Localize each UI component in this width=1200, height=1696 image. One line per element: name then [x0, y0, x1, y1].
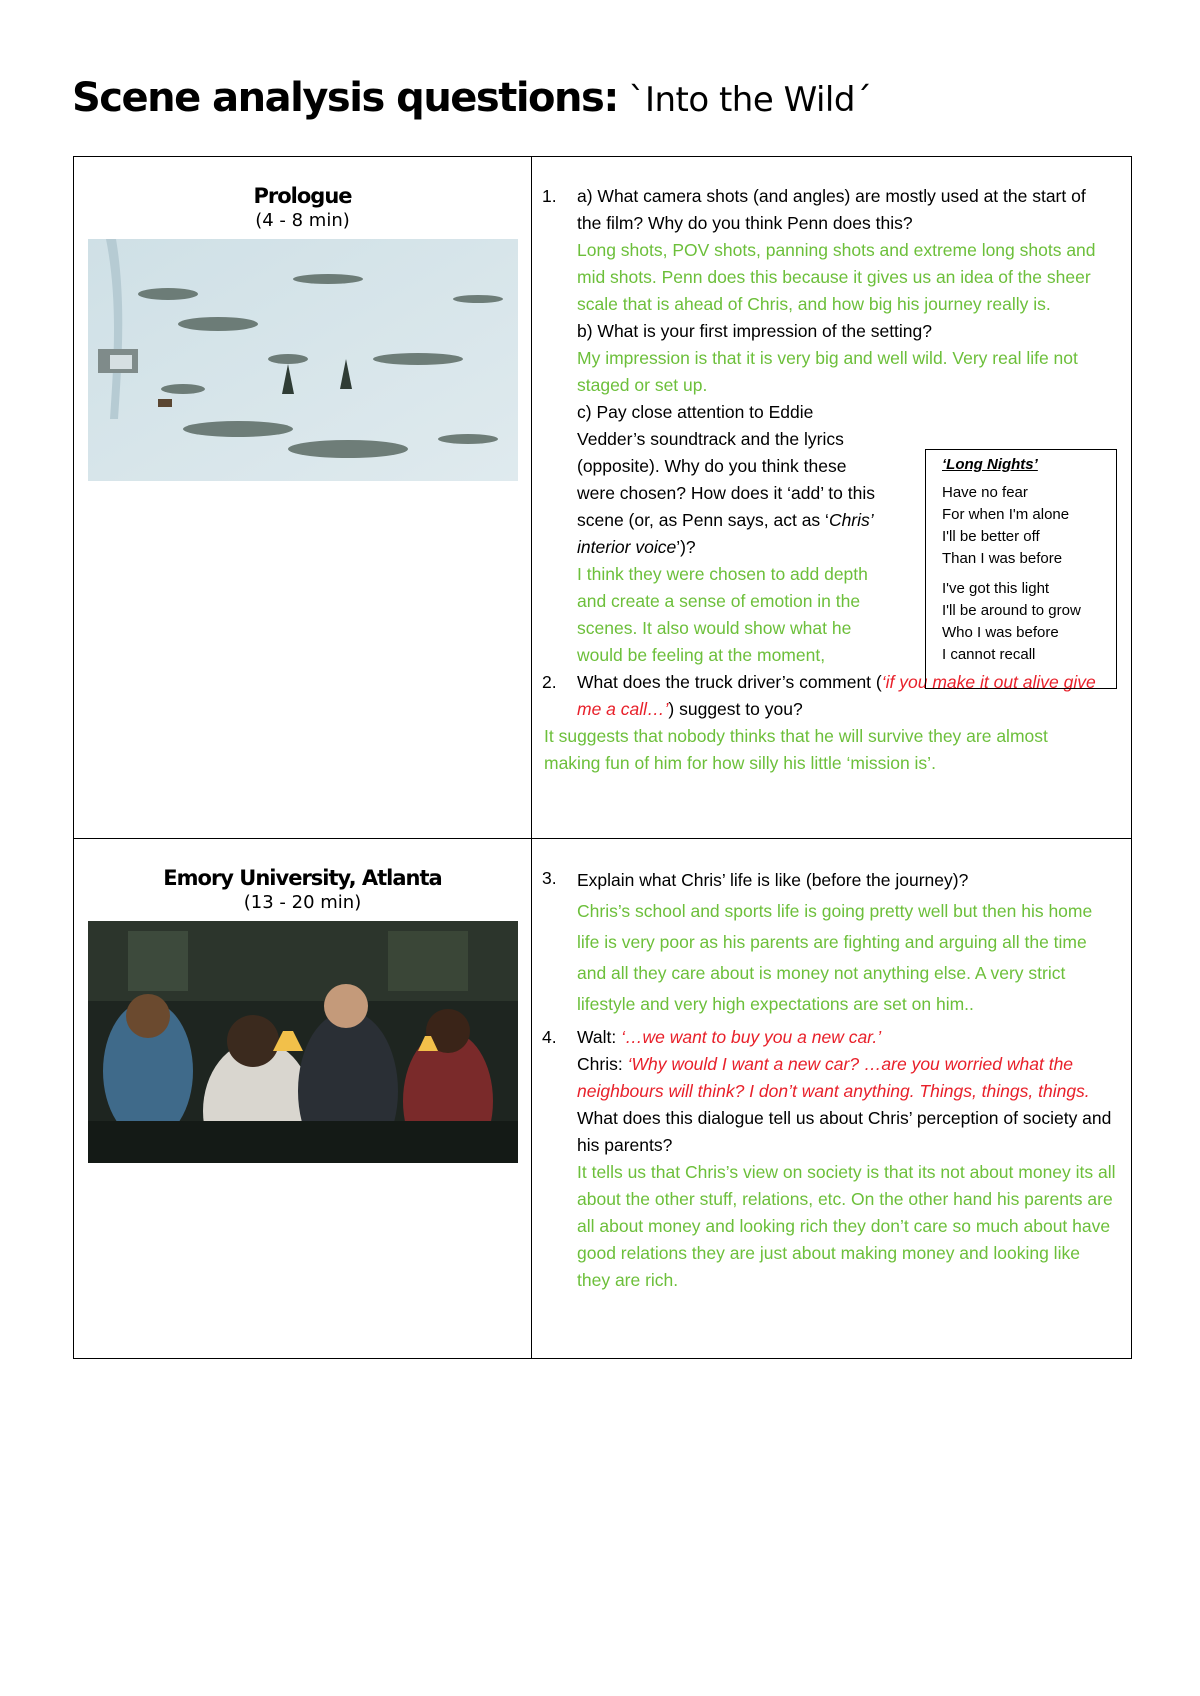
scene-title: Emory University, Atlanta: [163, 866, 442, 890]
question-1c: [577, 399, 882, 561]
lyric-line: I've got this light: [942, 580, 1050, 597]
worksheet-table: [73, 156, 1132, 1359]
scene-cell-prologue: [74, 157, 532, 839]
question-number: 1.: [542, 186, 557, 206]
answer-1b: My impression is that it is very big and well wild. Very real life not staged or set up.: [577, 348, 1078, 395]
lyric-line: Than I was before: [942, 550, 1063, 567]
chris-quote: ‘Why would I want a new car? …are you worried what the neighbours will think? I don’t want anything. Things, things, things.: [577, 1054, 1090, 1101]
title-film: `Into the Wild´: [628, 80, 872, 120]
question-3: [532, 865, 1131, 1020]
question-1c-end: ’)?: [676, 537, 696, 557]
question-2-end: ) suggest to you?: [668, 699, 803, 719]
lyric-line: For when I'm alone: [942, 506, 1070, 523]
snow-scene-image: [88, 239, 518, 481]
lyric-line: I cannot recall: [942, 646, 1036, 663]
question-2-text: What does the truck driver’s comment (: [577, 672, 882, 692]
lyric-line: Have no fear: [942, 484, 1028, 501]
chris-label: Chris:: [577, 1054, 628, 1074]
question-number: 3.: [542, 868, 557, 888]
walt-line: [577, 1024, 1117, 1051]
question-number: 2.: [542, 672, 557, 692]
lyric-line: I'll be around to grow: [942, 602, 1081, 619]
question-1c-text: c) Pay close attention to Eddie Vedder’s soundtrack and the lyrics (opposite). Why do you think these were chosen? How does it ‘add’ to this scene (or, as Penn says, act as ‘: [577, 402, 875, 530]
questions-cell-emory: [532, 839, 1132, 1359]
walt-quote: ‘…we want to buy you a new car.’: [621, 1027, 882, 1047]
scene-cell-emory: [74, 839, 532, 1359]
question-1b: b) What is your first impression of the setting?: [577, 321, 932, 341]
question-3-text: Explain what Chris’ life is like (before the journey)?: [577, 870, 969, 890]
question-4: [532, 1024, 1131, 1294]
chris-line: [577, 1051, 1117, 1105]
question-1a: a) What camera shots (and angles) are mostly used at the start of the film? Why do you think Penn does this?: [577, 186, 1086, 233]
question-1c-italic: Chris’ interior voice: [577, 510, 873, 557]
page-title: [72, 76, 871, 120]
answer-4: It tells us that Chris’s view on society is that its not about money its all about the other stuff, relations, etc. On the other hand his parents are all about money and looking rich they don’t care so much about have good relations they are just about making money and looking like they are rich.: [577, 1162, 1116, 1290]
question-4-text: What does this dialogue tell us about Chris’ perception of society and his parents?: [577, 1108, 1112, 1155]
scene-title: Prologue: [253, 184, 352, 208]
walt-label: Walt:: [577, 1027, 622, 1047]
scene-time: (13 - 20 min): [243, 892, 362, 913]
lyrics-box: [925, 449, 1117, 689]
answer-3: Chris’s school and sports life is going pretty well but then his home life is very poor as his parents are fighting and arguing all the time and all they care about is money not anything else. A very strict lifestyle and very high expectations are set on him..: [577, 901, 1093, 1014]
restaurant-scene-image: [88, 921, 518, 1163]
truck-driver-quote: ‘if you make it out alive give me a call…’: [577, 672, 1096, 719]
lyrics-title: ‘Long Nights’: [942, 456, 1038, 473]
answer-1c: I think they were chosen to add depth and create a sense of emotion in the scenes. It also would show what he would be feeling at the moment,: [577, 564, 868, 665]
lyric-line: Who I was before: [942, 624, 1059, 641]
answer-2: It suggests that nobody thinks that he will survive they are almost making fun of him for how silly his little ‘mission is’.: [544, 726, 1048, 773]
answer-1a: Long shots, POV shots, panning shots and extreme long shots and mid shots. Penn does this because it gives us an idea of the sheer scale that is ahead of Chris, and how big his journey really is.: [577, 240, 1096, 314]
title-main: Scene analysis questions:: [72, 75, 618, 121]
question-number: 4.: [542, 1027, 557, 1047]
lyric-line: I'll be better off: [942, 528, 1040, 545]
scene-time: (4 - 8 min): [255, 210, 350, 231]
section-row-emory: [74, 839, 1132, 1359]
